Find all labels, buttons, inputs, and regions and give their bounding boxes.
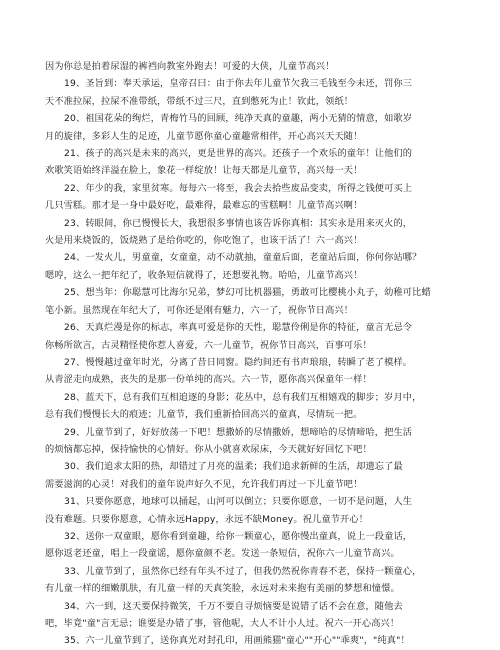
paragraph-line: 愿你返老还童，唱上一段童谣，愿你童颜不老。发送一条短信，祝你六一儿童节高兴。 <box>45 548 400 560</box>
paragraph-first-line: 26、天真烂漫是你的标志，率真可爱是你的天性，聪慧伶俐是你的特征，童言无忌令 <box>64 322 413 334</box>
paragraph-line: 笔小新。虽然现在年纪大了，可你还是刚有魅力，六一了，祝你节日高兴！ <box>45 304 354 316</box>
paragraph-line: 天不准拉屎，拉屎不准带纸，带纸不过三尺，直到憋死为止！钦此，领纸！ <box>45 95 354 107</box>
paragraph-first-line: 29、儿童节到了，好好放荡一下吧！想撒娇的尽情撒娇，想啼哈的尽情啼哈，把生活 <box>64 426 413 438</box>
paragraph-line: 欢歌笑语始终洋溢在脸上，象花一样绽放！让每天都是儿童节，高兴每一天！ <box>45 165 363 177</box>
paragraph-line: 需要滋润的心灵！对我们的童年说声好久不见，允许我们再过一下儿童节吧！ <box>45 478 363 490</box>
paragraph-first-line: 23、转眼间，你已慢慢长大，我想很多事情也该告诉你真相：其实永是用来灭火的， <box>64 217 413 229</box>
paragraph-line: 你畅所欲言，古灵精怪使你惹人喜爱，六一儿童节，祝你节日高兴，百事可乐！ <box>45 339 372 351</box>
paragraph-first-line: 28、蓝天下，总有我们互相追逐的身影；花丛中，总有我们互相嬉戏的脚步；岁月中， <box>64 391 422 403</box>
paragraph-line: 火是用来烧饭的，饭烧熟了是给你吃的，你吃饱了，也该干活了！六一高兴！ <box>45 235 363 247</box>
paragraph-first-line: 34、六一到，这天要保持微笑，千万不要自寻烦恼要是说错了话不会在意，随他去 <box>64 600 403 612</box>
paragraph-line: 总有我们慢慢长大的痕迹；儿童节，我们重新拾回高兴的童真，尽情玩一把。 <box>45 409 363 421</box>
paragraph-line: 从青涩走向成熟，丧失的是那一份单纯的高兴。六一节，愿你高兴保童年一样！ <box>45 374 372 386</box>
paragraph-first-line: 20、祖国花朵的绚烂，青梅竹马的回顾，纯净天真的童趣，两小无猜的情意，如歌岁 <box>64 113 413 125</box>
paragraph-line: 有儿童一样的细嫩肌肤，有儿童一样的天真笑脸，永远对未来抱有美丽的梦想和憧憬。 <box>45 583 400 595</box>
paragraph-first-line: 32、送你一双童眼，愿你看到童趣，给你一颗童心，愿你慢出童真，说上一段童话， <box>64 530 413 542</box>
paragraph-first-line: 19、圣旨到：奉天承运，皇帝召曰：由于你去年儿童节欠我三毛钱至今未还，罚你三 <box>64 78 413 90</box>
paragraph-first-line: 21、孩子的高兴是未来的高兴，更是世界的高兴。还孩子一个欢乐的童年！让他们的 <box>64 148 413 160</box>
paragraph-line: 的烦恼都忘掉，保持愉快的心情好。你从小就喜欢尿床，今天就好好回忆下吧！ <box>45 443 372 455</box>
paragraph-first-line: 24、一发火儿，男童童，女童童，动不动就抽，童童后面，老童站后面，你何你站哪？ <box>64 252 422 264</box>
paragraph-first-line: 33、儿童节到了，虽然你已经有年头不过了，但我仍然祝你青春不老，保持一颗童心， <box>64 565 422 577</box>
paragraph-line: 没有难题。只要你愿意，心情永远Happy，永远不缺Money。祝儿童节开心！ <box>45 513 369 525</box>
document-text-body <box>45 58 455 650</box>
paragraph-first-line: 31、只要你愿意，地球可以捅起，山河可以倒立；只要你愿意，一切不是问题，人生 <box>64 496 413 508</box>
paragraph-line: 月的旋律，多彩人生的足迹，儿童节愿你童心童趣常相伴，开心高兴天天随！ <box>45 130 363 142</box>
paragraph-first-line: 22、年少的我，家里贫寒。每每六一将至，我会去拾些废品变卖，所得之钱便可买上 <box>64 182 413 194</box>
paragraph-line: 嗯哼，这么一把年纪了，收条短信就得了，还想要礼物。哈哈，儿童节高兴！ <box>45 269 363 281</box>
paragraph-line: 因为你总是拍着尿湿的裤裆向教室外跑去！可爱的大侠，儿童节高兴！ <box>45 61 335 72</box>
paragraph-first-line: 30、我们追求太阳的热，却错过了月亮的温柔；我们追求新鲜的生活，却遗忘了最 <box>64 461 403 473</box>
paragraph-first-line: 27、慢慢越过童年时光，分离了昔日同窗。隐约间还有书声琅琅，转瞬了老了模样。 <box>64 356 413 368</box>
paragraph-first-line: 25、想当年：你聪慧可比海尔兄弟，梦幻可比机器猫，勇敢可比樱桃小丸子，幼稚可比蜡 <box>64 287 431 299</box>
paragraph-line: 几只雪糕。那才是一身中最好吃，最难得，最难忘的雪糕啊！儿童节高兴啊！ <box>45 200 363 212</box>
paragraph-first-line: 35、六一儿童节到了，送你真光对封孔印，用画熊猫"童心""开心""乖爽"，"纯真"！ <box>64 635 410 647</box>
paragraph-line: 吧，毕竟"童"言无忌；谁要是办错了事，管他呢，大人不计小人过。祝六一开心高兴！ <box>45 618 400 629</box>
